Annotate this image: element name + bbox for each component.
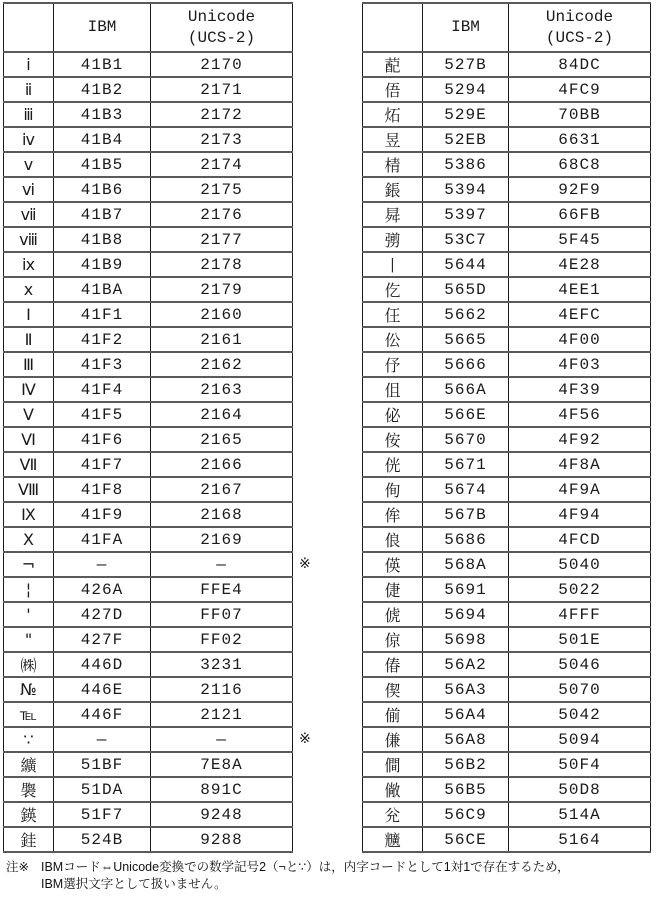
cell-char: ⅸ [4,252,54,277]
footnote-line2: IBM選択文字として扱いません。 [40,877,227,891]
table-row [4,102,293,127]
table-body [363,52,651,852]
cell-unicode: 4EE1 [509,277,651,302]
cell-unicode: FF02 [151,627,293,652]
cell-ibm: 53C7 [423,227,509,252]
cell-char: 纊 [4,752,54,777]
cell-char: ⅹ [4,277,54,302]
cell-ibm: 524B [54,827,151,852]
table-row [363,252,651,277]
table-row [4,202,293,227]
cell-unicode: 2166 [151,452,293,477]
cell-ibm: — [54,727,151,752]
cell-unicode: 5070 [509,677,651,702]
table-row [4,227,293,252]
cell-unicode: 5040 [509,552,651,577]
cell-unicode: 2163 [151,377,293,402]
table-row [4,127,293,152]
table-row [4,477,293,502]
cell-ibm: 427F [54,627,151,652]
cell-char: № [4,677,54,702]
cell-ibm: 527B [423,52,509,77]
cell-ibm: 5671 [423,452,509,477]
cell-char: ℡ [4,702,54,727]
cell-ibm: 41B5 [54,152,151,177]
cell-unicode: 9288 [151,827,293,852]
cell-unicode: 4FC9 [509,77,651,102]
cell-ibm: 41B3 [54,102,151,127]
cell-char: 仡 [363,277,423,302]
table-row [363,577,651,602]
cell-char: 褜 [4,777,54,802]
cell-unicode: 2176 [151,202,293,227]
cell-char: ¬ [4,552,54,577]
table-row [4,352,293,377]
cell-char: 傔 [363,727,423,752]
cell-ibm: 568A [423,552,509,577]
cell-unicode: — [151,727,293,752]
cell-unicode: FFE4 [151,577,293,602]
cell-unicode: 5046 [509,652,651,677]
cell-unicode: 4F00 [509,327,651,352]
cell-char: " [4,627,54,652]
col-header-char [4,3,54,52]
cell-char: 鋹 [363,177,423,202]
col-header-unicode-line2: (UCS-2) [187,28,256,47]
code-table-right [362,2,651,853]
cell-ibm: — [54,552,151,577]
cell-ibm: 5674 [423,477,509,502]
cell-char: 仼 [363,302,423,327]
cell-unicode: 4F8A [509,452,651,477]
table-row [363,152,651,177]
cell-unicode: 5094 [509,727,651,752]
cell-ibm: 41B6 [54,177,151,202]
cell-char: 伹 [363,377,423,402]
table-row [4,752,293,777]
cell-char: Ⅴ [4,402,54,427]
cell-ibm: 5670 [423,427,509,452]
table-body [4,52,293,852]
cell-ibm: 41BA [54,277,151,302]
cell-char: 偰 [363,677,423,702]
cell-char: Ⅹ [4,527,54,552]
cell-unicode: 2175 [151,177,293,202]
cell-ibm: 56C9 [423,802,509,827]
table-row [4,552,293,577]
cell-ibm: 41F9 [54,502,151,527]
col-header-unicode [509,3,651,52]
cell-ibm: 41B2 [54,77,151,102]
cell-unicode: 2160 [151,302,293,327]
cell-ibm: 41B7 [54,202,151,227]
cell-char: Ⅲ [4,352,54,377]
cell-char: Ⅵ [4,427,54,452]
cell-ibm: 5294 [423,77,509,102]
table-row [363,202,651,227]
cell-unicode: 5F45 [509,227,651,252]
cell-ibm: 51DA [54,777,151,802]
col-header-unicode [151,3,293,52]
cell-ibm: 41FA [54,527,151,552]
cell-unicode: 4F92 [509,427,651,452]
cell-char: 侚 [363,477,423,502]
cell-ibm: 5691 [423,577,509,602]
cell-unicode: 68C8 [509,152,651,177]
cell-unicode: 2171 [151,77,293,102]
table-row [4,377,293,402]
reference-mark-icon: ※ [299,556,311,572]
table-row [4,702,293,727]
header-row [4,3,293,52]
cell-char: 俍 [363,527,423,552]
cell-unicode: 2169 [151,527,293,552]
cell-unicode: 2121 [151,702,293,727]
cell-char: 銈 [4,827,54,852]
footnote-label: 注※ [6,860,29,874]
cell-ibm: 567B [423,502,509,527]
cell-char: Ⅶ [4,452,54,477]
cell-unicode: 7E8A [151,752,293,777]
cell-ibm: 52EB [423,127,509,152]
cell-char: 棈 [363,152,423,177]
cell-unicode: 2173 [151,127,293,152]
footnote [6,859,656,893]
table-row [363,777,651,802]
cell-char: ⅵ [4,177,54,202]
table-row [363,727,651,752]
cell-ibm: 5644 [423,252,509,277]
table-row [4,402,293,427]
cell-ibm: 56B5 [423,777,509,802]
cell-ibm: 427D [54,602,151,627]
cell-char: 鍈 [4,802,54,827]
table-row [4,577,293,602]
table-row [363,52,651,77]
cell-unicode: 70BB [509,102,651,127]
cell-char: 侔 [363,502,423,527]
table-row [363,702,651,727]
table-row [4,277,293,302]
col-header-ibm: IBM [423,3,509,52]
cell-unicode: 2177 [151,227,293,252]
table-row [363,752,651,777]
table-row [363,502,651,527]
cell-char: Ⅱ [4,327,54,352]
cell-char: 僘 [363,777,423,802]
cell-ibm: 5386 [423,152,509,177]
cell-char: 兤 [363,827,423,852]
cell-unicode: 4F03 [509,352,651,377]
cell-unicode: 50D8 [509,777,651,802]
table-row [363,102,651,127]
cell-unicode: 2179 [151,277,293,302]
cell-unicode: 4EFC [509,302,651,327]
table-row [363,552,651,577]
table-row [363,602,651,627]
cell-char: 偂 [363,702,423,727]
table-row [4,652,293,677]
cell-ibm: 56A8 [423,727,509,752]
cell-char: ∵ [4,727,54,752]
cell-unicode: 2170 [151,52,293,77]
cell-unicode: 514A [509,802,651,827]
cell-unicode: 2164 [151,402,293,427]
cell-ibm: 5394 [423,177,509,202]
cell-ibm: 41F6 [54,427,151,452]
cell-ibm: 446D [54,652,151,677]
cell-char: 侊 [363,452,423,477]
cell-ibm: 5698 [423,627,509,652]
cell-char: ¦ [4,577,54,602]
table-row [4,527,293,552]
table-row [4,52,293,77]
cell-unicode: 2168 [151,502,293,527]
cell-unicode: 5164 [509,827,651,852]
table-row [4,827,293,852]
cell-ibm: 5397 [423,202,509,227]
cell-unicode: 4FFF [509,602,651,627]
cell-unicode: 4F9A [509,477,651,502]
cell-char: Ⅰ [4,302,54,327]
cell-ibm: 565D [423,277,509,302]
table-row [4,77,293,102]
cell-unicode: 4E28 [509,252,651,277]
table-row [363,802,651,827]
col-header-char [363,3,423,52]
table-row [363,827,651,852]
cell-ibm: 41B4 [54,127,151,152]
cell-char: ㈱ [4,652,54,677]
cell-unicode: 84DC [509,52,651,77]
cell-unicode: 891C [151,777,293,802]
cell-char: 倢 [363,577,423,602]
cell-ibm: 446E [54,677,151,702]
cell-char: ⅷ [4,227,54,252]
cell-unicode: 92F9 [509,177,651,202]
table-row [363,352,651,377]
cell-ibm: 41B1 [54,52,151,77]
col-header-unicode-line1: Unicode [187,7,256,26]
table-row [4,602,293,627]
col-header-unicode-line1: Unicode [545,7,614,26]
table-row [363,377,651,402]
footnote-line1: IBMコード⇔Unicode変換での数学記号2（¬と∵）は，内字コードとして1対1で存在するため， [40,860,570,874]
code-table-left-wrap [3,2,311,853]
table-row [4,327,293,352]
cell-ibm: 56A4 [423,702,509,727]
cell-unicode: 4F39 [509,377,651,402]
cell-unicode: FF07 [151,602,293,627]
cell-ibm: 5662 [423,302,509,327]
table-row [363,327,651,352]
cell-unicode: 4F94 [509,502,651,527]
table-row [363,77,651,102]
cell-ibm: 5665 [423,327,509,352]
cell-unicode: 2116 [151,677,293,702]
table-header [4,3,293,52]
cell-unicode: 5022 [509,577,651,602]
table-row [4,302,293,327]
cell-char: 曻 [363,202,423,227]
cell-char: Ⅷ [4,477,54,502]
cell-unicode: 2162 [151,352,293,377]
cell-char: 俉 [363,77,423,102]
cell-ibm: 41F4 [54,377,151,402]
cell-char: 丨 [363,252,423,277]
cell-char: ⅶ [4,202,54,227]
table-row [4,427,293,452]
cell-ibm: 41F8 [54,477,151,502]
table-header [363,3,651,52]
cell-unicode: 2174 [151,152,293,177]
cell-char: 伃 [363,352,423,377]
table-row [363,302,651,327]
table-row [4,502,293,527]
footnote-body [41,859,656,893]
cell-char: ⅴ [4,152,54,177]
cell-char: 兊 [363,802,423,827]
cell-char: Ⅸ [4,502,54,527]
table-row [363,227,651,252]
cell-char: 伀 [363,327,423,352]
cell-unicode: — [151,552,293,577]
cell-char: 炻 [363,102,423,127]
cell-unicode: 9248 [151,802,293,827]
table-row [4,727,293,752]
table-row [4,177,293,202]
cell-unicode: 4F56 [509,402,651,427]
cell-ibm: 41F2 [54,327,151,352]
col-header-ibm: IBM [54,3,151,52]
cell-char: 佖 [363,402,423,427]
cell-ibm: 426A [54,577,151,602]
table-row [4,677,293,702]
cell-ibm: 56CE [423,827,509,852]
cell-char: 昱 [363,127,423,152]
cell-ibm: 41F7 [54,452,151,477]
cell-unicode: 2165 [151,427,293,452]
cell-ibm: 446F [54,702,151,727]
cell-unicode: 5042 [509,702,651,727]
table-row [4,627,293,652]
table-row [4,452,293,477]
cell-ibm: 56B2 [423,752,509,777]
cell-unicode: 4FCD [509,527,651,552]
cell-ibm: 41F5 [54,402,151,427]
cell-char: 侒 [363,427,423,452]
table-row [363,527,651,552]
cell-char: ⅰ [4,52,54,77]
cell-ibm: 51BF [54,752,151,777]
table-row [4,152,293,177]
reference-mark-icon: ※ [299,731,311,747]
cell-ibm: 529E [423,102,509,127]
cell-char: 偀 [363,552,423,577]
cell-ibm: 566A [423,377,509,402]
cell-char: 蓜 [363,52,423,77]
cell-ibm: 51F7 [54,802,151,827]
cell-char: ' [4,602,54,627]
cell-char: 俿 [363,602,423,627]
cell-ibm: 56A2 [423,652,509,677]
table-row [363,452,651,477]
cell-ibm: 566E [423,402,509,427]
cell-char: Ⅳ [4,377,54,402]
cell-unicode: 2167 [151,477,293,502]
table-row [363,277,651,302]
cell-ibm: 56A3 [423,677,509,702]
cell-unicode: 2178 [151,252,293,277]
cell-char: 偆 [363,652,423,677]
table-row [363,652,651,677]
table-row [363,177,651,202]
cell-unicode: 2161 [151,327,293,352]
cell-ibm: 41F3 [54,352,151,377]
header-row [363,3,651,52]
cell-char: ⅳ [4,127,54,152]
table-row [363,427,651,452]
table-row [4,252,293,277]
cell-ibm: 41B8 [54,227,151,252]
cell-char: ⅲ [4,102,54,127]
cell-ibm: 41F1 [54,302,151,327]
code-table-right-wrap [362,2,651,853]
table-row [363,677,651,702]
table-row [363,477,651,502]
cell-char: 僴 [363,752,423,777]
code-table-left [3,2,293,853]
table-row [363,402,651,427]
cell-ibm: 5686 [423,527,509,552]
cell-ibm: 5666 [423,352,509,377]
cell-ibm: 41B9 [54,252,151,277]
table-row [363,627,651,652]
cell-unicode: 50F4 [509,752,651,777]
table-row [363,127,651,152]
cell-unicode: 3231 [151,652,293,677]
cell-char: 倞 [363,627,423,652]
cell-unicode: 2172 [151,102,293,127]
table-row [4,802,293,827]
cell-unicode: 6631 [509,127,651,152]
cell-char: 彅 [363,227,423,252]
cell-unicode: 501E [509,627,651,652]
cell-char: ⅱ [4,77,54,102]
table-row [4,777,293,802]
cell-unicode: 66FB [509,202,651,227]
cell-ibm: 5694 [423,602,509,627]
col-header-unicode-line2: (UCS-2) [545,28,614,47]
